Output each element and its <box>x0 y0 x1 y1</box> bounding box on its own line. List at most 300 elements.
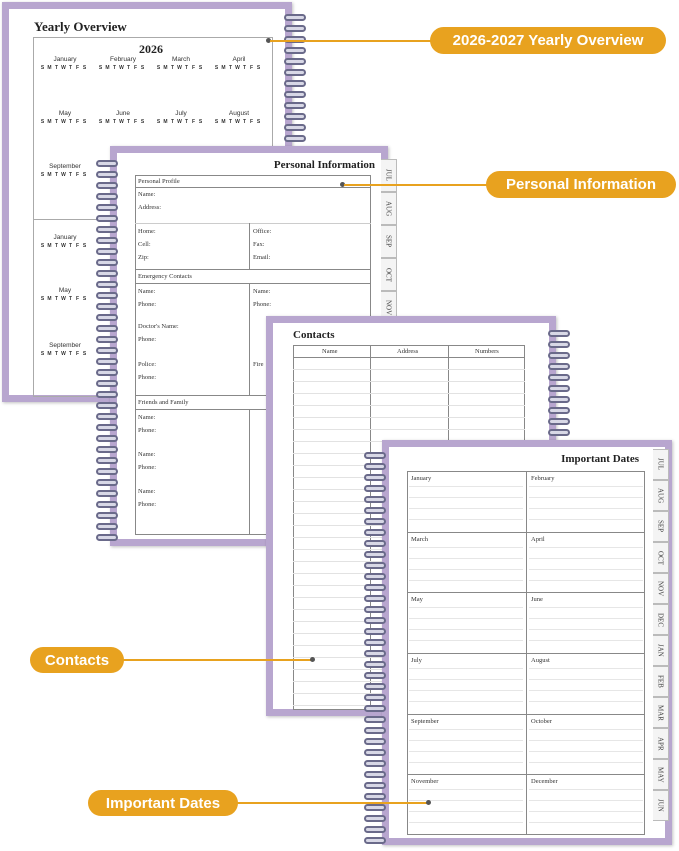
month-block <box>39 163 91 179</box>
spiral-coil <box>96 336 118 343</box>
ruled-line <box>409 690 523 691</box>
month-tab-jul[interactable]: JUL <box>653 449 669 480</box>
spiral-coil <box>364 595 386 602</box>
important-month-label: October <box>531 717 552 725</box>
home-label: Home: <box>138 228 156 235</box>
spiral-coil <box>96 369 118 376</box>
month-block <box>213 56 265 72</box>
spiral-coil <box>364 782 386 789</box>
month-name: September <box>49 342 81 349</box>
friend-phone-label: Phone: <box>138 427 157 434</box>
weekday-letter: T <box>228 65 233 71</box>
weekday-letter: T <box>54 172 59 178</box>
rule <box>135 187 371 188</box>
month-block <box>39 56 91 72</box>
weekday-letter: M <box>47 351 52 357</box>
spiral-coil <box>364 815 386 822</box>
spiral-coil <box>96 347 118 354</box>
ruled-line <box>409 679 523 680</box>
contacts-col-name: Name <box>322 348 338 355</box>
contacts-header-rule <box>293 357 525 358</box>
ruled-line <box>409 640 523 641</box>
spiral-coil <box>364 507 386 514</box>
spiral-coil <box>364 518 386 525</box>
spiral-coil <box>364 661 386 668</box>
year-label: 2026 <box>139 42 163 56</box>
rule <box>135 269 371 270</box>
spiral-coil <box>364 463 386 470</box>
spiral-coil <box>364 727 386 734</box>
ruled-line <box>529 762 643 763</box>
spiral-coil <box>364 683 386 690</box>
spiral-coil <box>548 363 570 370</box>
fire-label: Fire <box>253 361 264 368</box>
ruled-line <box>529 701 643 702</box>
ruled-line <box>409 740 523 741</box>
weekday-letter: F <box>249 65 254 71</box>
month-name: May <box>58 287 72 294</box>
ruled-line <box>293 381 525 382</box>
column-divider <box>249 409 250 535</box>
spiral-coil <box>96 512 118 519</box>
ruled-line <box>529 640 643 641</box>
ruled-line <box>409 811 523 812</box>
ruled-line <box>529 822 643 823</box>
weekday-letter: M <box>47 65 52 71</box>
emergency-heading: Emergency Contacts <box>138 273 192 280</box>
spiral-coil <box>364 485 386 492</box>
spiral-coil <box>364 584 386 591</box>
contacts-callout: Contacts <box>30 647 124 673</box>
contacts-title: Contacts <box>293 329 335 341</box>
weekday-letter: S <box>140 65 145 71</box>
spiral-coil <box>96 457 118 464</box>
weekday-letter: T <box>68 65 73 71</box>
ruled-line <box>529 519 643 520</box>
spiral-coil <box>364 540 386 547</box>
spiral-coil <box>96 248 118 255</box>
zip-label: Zip: <box>138 254 149 261</box>
weekday-letter: S <box>82 65 87 71</box>
spiral-coil <box>284 47 306 54</box>
weekday-letter: T <box>68 119 73 125</box>
important-dates-title: Important Dates <box>561 453 639 465</box>
ruled-line <box>409 789 523 790</box>
important-dates-callout: Important Dates <box>88 790 238 816</box>
weekday-header <box>97 119 149 126</box>
weekday-letter: T <box>54 351 59 357</box>
weekday-letter: M <box>47 119 52 125</box>
ruled-line <box>293 369 525 370</box>
ruled-line <box>293 393 525 394</box>
spiral-coil <box>96 380 118 387</box>
weekday-header <box>39 243 91 250</box>
ruled-line <box>529 668 643 669</box>
column-divider <box>249 283 250 395</box>
ruled-line <box>409 729 523 730</box>
ruled-line <box>529 508 643 509</box>
spiral-coil <box>96 479 118 486</box>
weekday-letter: S <box>214 65 219 71</box>
weekday-letter: F <box>75 119 80 125</box>
weekday-letter: S <box>40 172 45 178</box>
spiral-coil <box>96 237 118 244</box>
spiral-coil <box>284 69 306 76</box>
weekday-header <box>155 119 207 126</box>
spiral-coil <box>364 672 386 679</box>
weekday-letter: S <box>98 119 103 125</box>
spiral-coil <box>364 551 386 558</box>
spiral-coil <box>548 429 570 436</box>
ruled-line <box>409 629 523 630</box>
ruled-line <box>529 789 643 790</box>
month-block <box>155 110 207 126</box>
spiral-coil <box>548 374 570 381</box>
weekday-letter: W <box>235 65 240 71</box>
ruled-line <box>293 429 525 430</box>
ruled-line <box>529 497 643 498</box>
weekday-letter: S <box>140 119 145 125</box>
weekday-letter: S <box>214 119 219 125</box>
spiral-coil <box>96 402 118 409</box>
spiral-coil <box>364 793 386 800</box>
police-label: Police: <box>138 361 157 368</box>
month-block <box>39 234 91 250</box>
weekday-letter: F <box>133 119 138 125</box>
weekday-letter: S <box>82 243 87 249</box>
spiral-coil <box>364 496 386 503</box>
spiral-coil <box>364 760 386 767</box>
cell-divider <box>407 774 645 775</box>
weekday-letter: W <box>61 172 66 178</box>
important-callout-dot <box>426 800 431 805</box>
weekday-letter: M <box>47 243 52 249</box>
ruled-line <box>529 580 643 581</box>
spiral-coil <box>96 171 118 178</box>
contacts-callout-leader <box>122 659 312 661</box>
spiral-coil <box>364 837 386 844</box>
spiral-coil <box>364 694 386 701</box>
spiral-coil <box>96 314 118 321</box>
weekday-letter: F <box>133 65 138 71</box>
month-tab-dec[interactable]: DEC <box>653 604 669 635</box>
weekday-letter: W <box>119 65 124 71</box>
month-block <box>155 56 207 72</box>
weekday-letter: S <box>156 119 161 125</box>
spiral-coil <box>364 804 386 811</box>
spiral-coil <box>364 529 386 536</box>
cell-divider <box>407 714 645 715</box>
month-block <box>97 110 149 126</box>
important-month-label: December <box>531 778 558 786</box>
weekday-letter: M <box>105 65 110 71</box>
weekday-letter: S <box>40 119 45 125</box>
spiral-coil <box>284 14 306 21</box>
rule <box>135 283 371 284</box>
weekday-letter: T <box>242 119 247 125</box>
spiral-coil <box>364 771 386 778</box>
spiral-coil <box>364 628 386 635</box>
month-name: April <box>232 56 246 63</box>
ruled-line <box>409 580 523 581</box>
spiral-coil <box>96 182 118 189</box>
weekday-letter: T <box>68 243 73 249</box>
weekday-letter: F <box>75 351 80 357</box>
weekday-letter: F <box>191 119 196 125</box>
weekday-header <box>39 296 91 303</box>
ruled-line <box>409 701 523 702</box>
weekday-letter: W <box>61 296 66 302</box>
month-name: July <box>175 110 187 117</box>
friend-phone-label-2: Phone: <box>138 464 157 471</box>
weekday-letter: T <box>170 119 175 125</box>
month-name: January <box>53 234 77 241</box>
ruled-line <box>529 547 643 548</box>
yearly-overview-title: Yearly Overview <box>34 19 127 34</box>
weekday-letter: M <box>105 119 110 125</box>
important-month-label: May <box>411 596 423 604</box>
weekday-letter: F <box>75 172 80 178</box>
ruled-line <box>529 618 643 619</box>
ruled-line <box>529 629 643 630</box>
month-name: May <box>58 110 72 117</box>
weekday-letter: W <box>61 65 66 71</box>
weekday-letter: T <box>126 119 131 125</box>
month-tab-sep[interactable]: SEP <box>653 511 669 542</box>
profile-name-label: Name: <box>138 191 156 198</box>
important-month-label: March <box>411 535 428 543</box>
weekday-letter: T <box>68 172 73 178</box>
weekday-letter: T <box>112 119 117 125</box>
ruled-line <box>529 607 643 608</box>
spiral-coil <box>284 80 306 87</box>
spiral-coil <box>364 562 386 569</box>
spiral-coil <box>96 358 118 365</box>
spiral-coil <box>96 501 118 508</box>
month-name: June <box>115 110 131 117</box>
month-name: February <box>109 56 136 63</box>
month-tab-jan[interactable]: JAN <box>653 635 669 666</box>
emergency-name-label-2: Name: <box>253 288 271 295</box>
profile-address-label: Address: <box>138 204 162 211</box>
spiral-coil <box>96 468 118 475</box>
weekday-letter: M <box>221 65 226 71</box>
weekday-letter: S <box>40 243 45 249</box>
ruled-line <box>529 800 643 801</box>
month-tab-jun[interactable]: JUN <box>653 790 669 821</box>
police-phone-label: Phone: <box>138 374 157 381</box>
weekday-letter: S <box>40 65 45 71</box>
column-divider <box>249 223 250 269</box>
spiral-coil <box>364 452 386 459</box>
weekday-letter: S <box>82 172 87 178</box>
email-label: Email: <box>253 254 271 261</box>
spiral-coil <box>284 102 306 109</box>
spiral-coil <box>364 606 386 613</box>
spiral-coil <box>96 226 118 233</box>
spiral-coil <box>364 705 386 712</box>
weekday-header <box>39 172 91 179</box>
yearly-overview-callout: 2026-2027 Yearly Overview <box>430 27 666 54</box>
month-block <box>39 110 91 126</box>
cell-label: Cell: <box>138 241 151 248</box>
weekday-letter: M <box>221 119 226 125</box>
emergency-phone-label: Phone: <box>138 301 157 308</box>
spiral-coil <box>548 418 570 425</box>
ruled-line <box>529 486 643 487</box>
ruled-line <box>293 417 525 418</box>
month-tab-oct[interactable]: OCT <box>653 542 669 573</box>
ruled-line <box>409 668 523 669</box>
weekday-letter: S <box>156 65 161 71</box>
weekday-letter: F <box>75 296 80 302</box>
spiral-coil <box>364 826 386 833</box>
weekday-letter: T <box>68 351 73 357</box>
spiral-coil <box>96 303 118 310</box>
cell-divider <box>407 653 645 654</box>
weekday-letter: T <box>68 296 73 302</box>
ruled-line <box>409 547 523 548</box>
ruled-line <box>409 569 523 570</box>
month-tab-mar[interactable]: MAR <box>653 697 669 728</box>
spiral-coil <box>364 617 386 624</box>
ruled-line <box>293 405 525 406</box>
weekday-letter: F <box>75 243 80 249</box>
ruled-line <box>409 762 523 763</box>
important-callout-leader <box>236 802 428 804</box>
month-block <box>39 287 91 303</box>
month-tab-feb[interactable]: FEB <box>653 666 669 697</box>
month-tab-aug[interactable]: AUG <box>381 192 397 225</box>
month-name: September <box>49 163 81 170</box>
weekday-letter: W <box>61 119 66 125</box>
month-block <box>97 56 149 72</box>
personal-callout-leader <box>344 184 489 186</box>
ruled-line <box>529 690 643 691</box>
ruled-line <box>409 751 523 752</box>
weekday-letter: S <box>198 65 203 71</box>
ruled-line <box>529 558 643 559</box>
weekday-letter: F <box>191 65 196 71</box>
spiral-coil <box>364 749 386 756</box>
spiral-coil <box>96 292 118 299</box>
weekday-letter: W <box>177 119 182 125</box>
ruled-line <box>409 486 523 487</box>
contacts-col-address: Address <box>397 348 419 355</box>
ruled-line <box>529 569 643 570</box>
spiral-coil <box>284 124 306 131</box>
doctor-name-label: Doctor's Name: <box>138 323 179 330</box>
weekday-letter: S <box>82 351 87 357</box>
important-month-label: September <box>411 717 439 725</box>
weekday-header <box>213 119 265 126</box>
doctor-phone-label: Phone: <box>138 336 157 343</box>
spiral-coil <box>284 91 306 98</box>
spiral-coil <box>548 330 570 337</box>
friend-phone-label-3: Phone: <box>138 501 157 508</box>
spiral-coil <box>548 407 570 414</box>
weekday-letter: S <box>82 119 87 125</box>
spiral-coil <box>96 424 118 431</box>
contacts-callout-dot <box>310 657 315 662</box>
important-dates-sheet <box>389 447 665 838</box>
month-tab-jul[interactable]: JUL <box>381 159 397 192</box>
spiral-coil <box>96 391 118 398</box>
weekday-letter: T <box>112 65 117 71</box>
friends-heading: Friends and Family <box>138 399 189 406</box>
weekday-letter: T <box>54 296 59 302</box>
month-tab-sep[interactable]: SEP <box>381 225 397 258</box>
spiral-coil <box>96 215 118 222</box>
emergency-phone-label-2: Phone: <box>253 301 272 308</box>
important-month-label: July <box>411 657 422 664</box>
weekday-letter: F <box>75 65 80 71</box>
spiral-coil <box>284 58 306 65</box>
weekday-letter: S <box>198 119 203 125</box>
month-tab-nov[interactable]: NOV <box>381 291 397 324</box>
month-tab-nov[interactable]: NOV <box>653 573 669 604</box>
personal-info-title: Personal Information <box>273 159 375 171</box>
important-month-tabs <box>653 449 669 821</box>
month-name: August <box>228 110 250 117</box>
spiral-coil <box>364 639 386 646</box>
contacts-col-numbers: Numbers <box>475 348 499 355</box>
important-month-label: August <box>531 657 550 664</box>
weekday-letter: T <box>228 119 233 125</box>
weekday-letter: T <box>184 119 189 125</box>
weekday-letter: W <box>61 243 66 249</box>
spiral-coil <box>96 204 118 211</box>
personal-profile-heading: Personal Profile <box>138 178 180 185</box>
month-tab-may[interactable]: MAY <box>653 759 669 790</box>
month-tab-apr[interactable]: APR <box>653 728 669 759</box>
weekday-letter: S <box>256 119 261 125</box>
spiral-coil <box>548 396 570 403</box>
ruled-line <box>409 497 523 498</box>
month-tab-oct[interactable]: OCT <box>381 258 397 291</box>
month-tab-aug[interactable]: AUG <box>653 480 669 511</box>
month-name: January <box>53 56 77 63</box>
office-label: Office: <box>253 228 272 235</box>
spiral-coil <box>548 352 570 359</box>
weekday-header <box>155 65 207 72</box>
weekday-header <box>39 351 91 358</box>
weekday-letter: T <box>54 65 59 71</box>
spiral-coil <box>96 490 118 497</box>
spiral-coil <box>548 385 570 392</box>
weekday-header <box>213 65 265 72</box>
spiral-coil <box>284 113 306 120</box>
spiral-coil <box>96 534 118 541</box>
important-month-label: February <box>531 475 555 482</box>
weekday-header <box>39 65 91 72</box>
spiral-coil <box>284 25 306 32</box>
weekday-letter: W <box>61 351 66 357</box>
weekday-letter: T <box>242 65 247 71</box>
friend-name-label-3: Name: <box>138 488 156 495</box>
spiral-coil <box>96 325 118 332</box>
weekday-letter: M <box>47 172 52 178</box>
cell-divider <box>407 592 645 593</box>
spiral-coil <box>364 650 386 657</box>
spiral-coil <box>364 474 386 481</box>
weekday-header <box>39 119 91 126</box>
month-name: March <box>171 56 191 63</box>
spiral-coil <box>96 270 118 277</box>
friend-name-label-2: Name: <box>138 451 156 458</box>
yearly-callout-leader <box>270 40 435 42</box>
ruled-line <box>409 508 523 509</box>
